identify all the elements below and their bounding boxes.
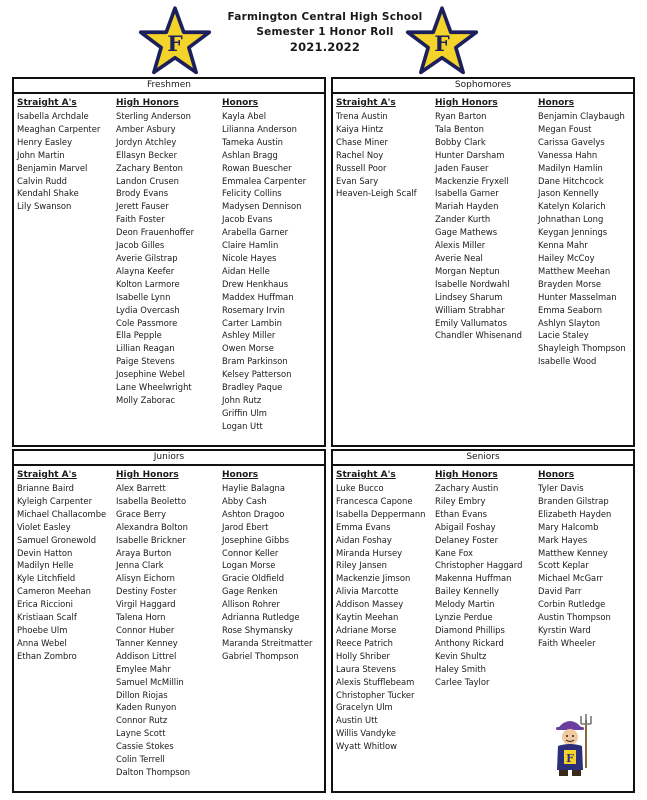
honor-roll-name: Bradley Paque <box>222 382 283 393</box>
school-name: Farmington Central High School <box>227 11 423 23</box>
honor-roll-name: Jarod Ebert <box>222 521 269 532</box>
honor-roll-name: Erica Riccioni <box>17 599 73 610</box>
honor-roll-name: Araya Burton <box>116 547 172 558</box>
panel-title: Juniors <box>14 451 324 466</box>
honor-roll-name: Hailey McCoy <box>538 252 595 263</box>
honor-roll-name: Adrianna Rutledge <box>222 612 300 623</box>
straight-a-column <box>336 97 417 200</box>
honor-roll-name: Cassie Stokes <box>116 741 174 752</box>
name-list <box>336 482 425 753</box>
honor-roll-name: Allison Rohrer <box>222 599 280 610</box>
honor-roll-name: Violet Easley <box>17 521 71 532</box>
high-honors-column <box>435 97 522 342</box>
honor-roll-name: Tyler Davis <box>538 483 584 493</box>
farmer-mascot-icon <box>550 712 594 778</box>
honor-roll-name: Faith Foster <box>116 214 165 225</box>
honor-roll-name: Addison Massey <box>336 599 404 610</box>
honor-roll-name: Tameka Austin <box>222 136 283 147</box>
honor-roll-name: Kenna Mahr <box>538 240 588 251</box>
honor-roll-name: Maddex Huffman <box>222 291 294 302</box>
honor-roll-name: Kaden Runyon <box>116 702 177 713</box>
name-list <box>17 110 100 213</box>
honor-roll-name: Russell Poor <box>336 162 387 173</box>
honor-roll-name: Holly Shriber <box>336 650 390 661</box>
honor-roll-name: Carlee Taylor <box>435 676 490 687</box>
honor-roll-name: Haley Smith <box>435 663 486 674</box>
sophomores-panel <box>331 77 635 447</box>
honor-roll-name: David Parr <box>538 586 582 597</box>
name-list <box>222 482 312 663</box>
honor-roll-name: Morgan Neptun <box>435 265 500 276</box>
column-heading: High Honors <box>116 98 179 108</box>
honor-roll-name: Kaiya Hintz <box>336 123 384 134</box>
juniors-panel <box>12 449 326 793</box>
honor-roll-name: Reece Patrich <box>336 637 393 648</box>
star-logo-icon <box>138 6 212 76</box>
column-heading: High Honors <box>435 98 498 108</box>
honor-roll-name: Kaytin Meehan <box>336 612 399 623</box>
honor-roll-name: Hunter Darsham <box>435 149 505 160</box>
honor-roll-name: Sterling Anderson <box>116 111 191 121</box>
honor-roll-name: Destiny Foster <box>116 586 177 597</box>
honor-roll-name: Emmalea Carpenter <box>222 175 307 186</box>
honor-roll-name: Cameron Meehan <box>17 586 91 597</box>
honor-roll-name: Kyrstin Ward <box>538 624 591 635</box>
honor-roll-name: Vanessa Hahn <box>538 149 598 160</box>
honor-roll-name: Shayleigh Thompson <box>538 343 626 354</box>
honor-roll-name: Isabella Garner <box>435 188 499 199</box>
name-list <box>17 482 106 663</box>
honor-roll-name: Tanner Kenney <box>116 637 178 648</box>
honor-roll-name: Bailey Kennelly <box>435 586 499 597</box>
honor-roll-name: Matthew Meehan <box>538 265 611 276</box>
honor-roll-name: Corbin Rutledge <box>538 599 606 610</box>
honor-roll-name: Johnathan Long <box>538 214 604 225</box>
honor-roll-name: Christopher Haggard <box>435 560 523 571</box>
honor-roll-name: Benjamin Claybaugh <box>538 111 625 121</box>
panel-title: Freshmen <box>14 79 324 94</box>
honor-roll-name: Brody Evans <box>116 188 169 199</box>
honor-roll-name: Melody Martin <box>435 599 495 610</box>
honor-roll-name: Rowan Buescher <box>222 162 292 173</box>
honor-roll-name: Kane Fox <box>435 547 473 558</box>
honor-roll-name: Emily Vallumatos <box>435 317 507 328</box>
honor-roll-name: Faith Wheeler <box>538 637 596 648</box>
high-honors-column <box>116 97 194 407</box>
honor-roll-name: Isabella Beoletto <box>116 495 187 506</box>
honor-roll-name: Grace Berry <box>116 508 167 519</box>
honor-roll-name: Ashlan Bragg <box>222 149 278 160</box>
name-list <box>222 110 306 433</box>
honor-roll-name: Christopher Tucker <box>336 689 415 700</box>
honor-roll-name: Hunter Masselman <box>538 291 617 302</box>
honor-roll-name: Ethan Zombro <box>17 650 77 661</box>
honor-roll-title: Semester 1 Honor Roll <box>256 26 394 38</box>
honor-roll-name: Calvin Rudd <box>17 175 67 186</box>
honor-roll-name: Maranda Streitmatter <box>222 637 313 648</box>
honor-roll-name: Talena Horn <box>116 612 166 623</box>
honor-roll-name: Haylie Balagna <box>222 483 285 493</box>
honor-roll-name: Evan Sary <box>336 175 379 186</box>
honor-roll-name: Isabelle Brickner <box>116 534 186 545</box>
honor-roll-name: Zander Kurth <box>435 214 491 225</box>
honor-roll-name: Kolton Larmore <box>116 278 180 289</box>
honor-roll-name: Scott Keplar <box>538 560 589 571</box>
column-heading: High Honors <box>435 470 498 480</box>
honor-roll-name: Brianne Baird <box>17 483 74 493</box>
honor-roll-name: Gracie Oldfield <box>222 573 285 584</box>
honor-roll-name: Lillian Reagan <box>116 343 175 354</box>
honor-roll-name: Alexandra Bolton <box>116 521 188 532</box>
honor-roll-name: Mariah Hayden <box>435 201 499 212</box>
honor-roll-name: Michael McGarr <box>538 573 603 584</box>
high-honors-column <box>435 469 522 689</box>
honors-column <box>222 469 312 663</box>
honor-roll-name: Wyatt Whitlow <box>336 741 397 752</box>
honor-roll-name: Layne Scott <box>116 728 166 739</box>
honor-roll-name: Adriane Morse <box>336 624 397 635</box>
honor-roll-name: Dalton Thompson <box>116 766 191 777</box>
honor-roll-name: Isabelle Nordwahl <box>435 278 510 289</box>
mascot-letter: F <box>566 752 574 765</box>
honor-roll-name: Carter Lambin <box>222 317 282 328</box>
honor-roll-name: Mackenzie Fryxell <box>435 175 509 186</box>
honor-roll-name: Alex Barrett <box>116 483 166 493</box>
honor-roll-name: Anna Webel <box>17 637 67 648</box>
honor-roll-name: Paige Stevens <box>116 356 175 367</box>
star-letter: F <box>167 31 183 58</box>
name-list <box>116 110 194 407</box>
school-year: 2021.2022 <box>289 40 361 54</box>
panel-title: Sophomores <box>333 79 633 94</box>
honor-roll-name: Rachel Noy <box>336 149 384 160</box>
honor-roll-name: Austin Utt <box>336 715 378 726</box>
honor-roll-name: Alivia Marcotte <box>336 586 399 597</box>
honor-roll-name: Kyleigh Carpenter <box>17 495 93 506</box>
honor-roll-name: Emylee Mahr <box>116 663 171 674</box>
honor-roll-name: Jaden Fauser <box>435 162 489 173</box>
honor-roll-name: Aidan Foshay <box>336 534 392 545</box>
honor-roll-name: Isabella Archdale <box>17 111 89 121</box>
star-letter: F <box>434 31 450 58</box>
honor-roll-name: Claire Hamlin <box>222 240 279 251</box>
straight-a-column <box>17 469 106 663</box>
honor-roll-name: Megan Foust <box>538 123 592 134</box>
honor-roll-name: Alexis Stufflebeam <box>336 676 415 687</box>
honor-roll-name: John Rutz <box>222 394 262 405</box>
honor-roll-name: Phoebe Ulm <box>17 624 68 635</box>
honor-roll-name: Ryan Barton <box>435 111 487 121</box>
honor-roll-name: Samuel Gronewold <box>17 534 97 545</box>
honor-roll-name: Chandler Whisenand <box>435 330 522 341</box>
honor-roll-name: Cole Passmore <box>116 317 178 328</box>
name-list <box>538 482 611 650</box>
honor-roll-name: Alayna Keefer <box>116 265 175 276</box>
honor-roll-name: Zachary Benton <box>116 162 183 173</box>
name-list <box>435 110 522 342</box>
honor-roll-name: Mackenzie Jimson <box>336 573 411 584</box>
honor-roll-name: Deon Frauenhoffer <box>116 227 195 238</box>
honor-roll-name: Averie Gilstrap <box>116 252 178 263</box>
honor-roll-name: Jenna Clark <box>116 560 164 571</box>
honor-roll-name: Virgil Haggard <box>116 599 176 610</box>
honor-roll-name: Meaghan Carpenter <box>17 123 101 134</box>
honor-roll-name: Samuel McMillin <box>116 676 184 687</box>
honor-roll-name: Molly Zaborac <box>116 394 176 405</box>
honor-roll-name: Gage Mathews <box>435 227 498 238</box>
honor-roll-name: Owen Morse <box>222 343 274 354</box>
honor-roll-name: Ellasyn Becker <box>116 149 178 160</box>
honor-roll-name: Ashton Dragoo <box>222 508 285 519</box>
honor-roll-name: Laura Stevens <box>336 663 396 674</box>
honor-roll-name: Kristiaan Scalf <box>17 612 77 623</box>
honor-roll-name: Lynzie Perdue <box>435 612 493 623</box>
honor-roll-name: Tala Benton <box>435 123 484 134</box>
honor-roll-name: Jacob Evans <box>222 214 273 225</box>
honor-roll-name: Lily Swanson <box>17 201 72 212</box>
honor-roll-name: Josephine Gibbs <box>222 534 289 545</box>
name-list <box>336 110 417 200</box>
column-heading: Straight A's <box>336 98 396 108</box>
page-header <box>0 0 647 76</box>
honor-roll-name: Isabella Deppermann <box>336 508 426 519</box>
honor-roll-name: Aidan Helle <box>222 265 270 276</box>
column-heading: Honors <box>222 470 259 480</box>
honor-roll-name: Gage Renken <box>222 586 278 597</box>
honor-roll-name: Ella Pepple <box>116 330 162 341</box>
honor-roll-name: Elizabeth Hayden <box>538 508 612 519</box>
column-heading: Honors <box>538 98 575 108</box>
honor-roll-name: Connor Keller <box>222 547 279 558</box>
honor-roll-name: Madilyn Hamlin <box>538 162 603 173</box>
column-heading: Straight A's <box>17 98 77 108</box>
honor-roll-name: Miranda Hursey <box>336 547 403 558</box>
honor-roll-name: Arabella Garner <box>222 227 289 238</box>
honor-roll-name: Matthew Kenney <box>538 547 608 558</box>
honor-roll-name: Lydia Overcash <box>116 304 180 315</box>
honor-roll-name: Zachary Austin <box>435 483 499 493</box>
honor-roll-name: Felicity Collins <box>222 188 282 199</box>
honor-roll-name: Heaven-Leigh Scalf <box>336 188 417 199</box>
honor-roll-name: Connor Huber <box>116 624 175 635</box>
star-logo-icon <box>405 6 479 76</box>
honor-roll-name: Griffin Ulm <box>222 407 267 418</box>
honor-roll-name: Madysen Dennison <box>222 201 302 212</box>
honor-roll-name: Jacob Gilles <box>116 240 165 251</box>
honor-roll-name: Dane Hitchcock <box>538 175 604 186</box>
honor-roll-name: Brayden Morse <box>538 278 602 289</box>
honor-roll-name: Alisyn Eichorn <box>116 573 175 584</box>
name-list <box>435 482 522 689</box>
honor-roll-name: William Strabhar <box>435 304 505 315</box>
honors-column <box>538 469 611 650</box>
honor-roll-name: Josephine Webel <box>116 369 185 380</box>
honor-roll-name: Benjamin Marvel <box>17 162 88 173</box>
honor-roll-name: Francesca Capone <box>336 495 413 506</box>
honor-roll-name: Ethan Evans <box>435 508 488 519</box>
honor-roll-name: Chase Miner <box>336 136 388 147</box>
honor-roll-name: Dillon Riojas <box>116 689 168 700</box>
column-heading: Honors <box>538 470 575 480</box>
honor-roll-name: Branden Gilstrap <box>538 495 609 506</box>
honor-roll-name: Abigail Foshay <box>435 521 496 532</box>
honor-roll-name: Connor Rutz <box>116 715 168 726</box>
straight-a-column <box>17 97 100 213</box>
honor-roll-name: Colin Terrell <box>116 754 165 765</box>
honor-roll-name: Abby Cash <box>222 495 267 506</box>
panel-title: Seniors <box>333 451 633 466</box>
honor-roll-name: Emma Evans <box>336 521 391 532</box>
column-heading: High Honors <box>116 470 179 480</box>
honor-roll-name: Devin Hatton <box>17 547 73 558</box>
honor-roll-name: Jerett Fauser <box>116 201 169 212</box>
honor-roll-name: Landon Crusen <box>116 175 179 186</box>
honor-roll-name: Kendahl Shake <box>17 188 79 199</box>
column-heading: Honors <box>222 98 259 108</box>
honor-roll-name: Makenna Huffman <box>435 573 512 584</box>
honor-roll-name: Logan Utt <box>222 420 263 431</box>
honor-roll-name: Luke Bucco <box>336 483 384 493</box>
honor-roll-name: Kevin Shultz <box>435 650 487 661</box>
honor-roll-name: Addison Littrel <box>116 650 177 661</box>
honor-roll-name: Diamond Phillips <box>435 624 505 635</box>
honor-roll-name: Riley Jansen <box>336 560 387 571</box>
straight-a-column <box>336 469 425 753</box>
honor-roll-name: Ashlyn Slayton <box>538 317 601 328</box>
column-heading: Straight A's <box>17 470 77 480</box>
name-list <box>116 482 190 779</box>
honor-roll-name: Amber Asbury <box>116 123 176 134</box>
honor-roll-name: Gabriel Thompson <box>222 650 299 661</box>
honor-roll-name: Delaney Foster <box>435 534 499 545</box>
honor-roll-name: Drew Henkhaus <box>222 278 289 289</box>
honors-column <box>538 97 626 368</box>
honor-roll-name: Lacie Staley <box>538 330 589 341</box>
honor-roll-name: Lilianna Anderson <box>222 123 297 134</box>
honor-roll-name: Gracelyn Ulm <box>336 702 393 713</box>
honor-roll-name: Mark Hayes <box>538 534 588 545</box>
name-list <box>538 110 626 368</box>
honor-roll-name: Riley Embry <box>435 495 486 506</box>
honor-roll-name: Kyle Litchfield <box>17 573 76 584</box>
honor-roll-name: Lindsey Sharum <box>435 291 503 302</box>
honor-roll-name: Emma Seaborn <box>538 304 603 315</box>
honor-roll-name: Carissa Gavelys <box>538 136 605 147</box>
honor-roll-name: Anthony Rickard <box>435 637 504 648</box>
honor-roll-name: Michael Challacombe <box>17 508 107 519</box>
honor-roll-name: Madilyn Helle <box>17 560 74 571</box>
honor-roll-name: Kelsey Patterson <box>222 369 292 380</box>
honor-roll-name: Isabelle Lynn <box>116 291 171 302</box>
honor-roll-name: Jason Kennelly <box>538 188 599 199</box>
honor-roll-name: Austin Thompson <box>538 612 611 623</box>
freshmen-panel <box>12 77 326 447</box>
honors-column <box>222 97 306 433</box>
column-heading: Straight A's <box>336 470 396 480</box>
honor-roll-name: Isabelle Wood <box>538 356 597 367</box>
honor-roll-name: Logan Morse <box>222 560 276 571</box>
honor-roll-name: Willis Vandyke <box>336 728 396 739</box>
honor-roll-name: Trena Austin <box>336 111 388 121</box>
honor-roll-name: Lane Wheelwright <box>116 382 192 393</box>
honor-roll-name: Rose Shymansky <box>222 624 293 635</box>
honor-roll-name: Kayla Abel <box>222 111 267 121</box>
honor-roll-name: Katelyn Kolarich <box>538 201 606 212</box>
honor-roll-name: Mary Halcomb <box>538 521 599 532</box>
high-honors-column <box>116 469 190 779</box>
honor-roll-name: Keygan Jennings <box>538 227 608 238</box>
honor-roll-name: Alexis Miller <box>435 240 486 251</box>
honor-roll-name: Nicole Hayes <box>222 252 277 263</box>
honor-roll-name: Bram Parkinson <box>222 356 288 367</box>
honor-roll-name: John Martin <box>17 149 65 160</box>
honor-roll-name: Averie Neal <box>435 252 483 263</box>
title-block <box>215 10 435 55</box>
honor-roll-name: Henry Easley <box>17 136 73 147</box>
honor-roll-name: Jordyn Atchley <box>116 136 177 147</box>
honor-roll-name: Bobby Clark <box>435 136 486 147</box>
honor-roll-name: Ashley Miller <box>222 330 276 341</box>
honor-roll-name: Rosemary Irvin <box>222 304 285 315</box>
